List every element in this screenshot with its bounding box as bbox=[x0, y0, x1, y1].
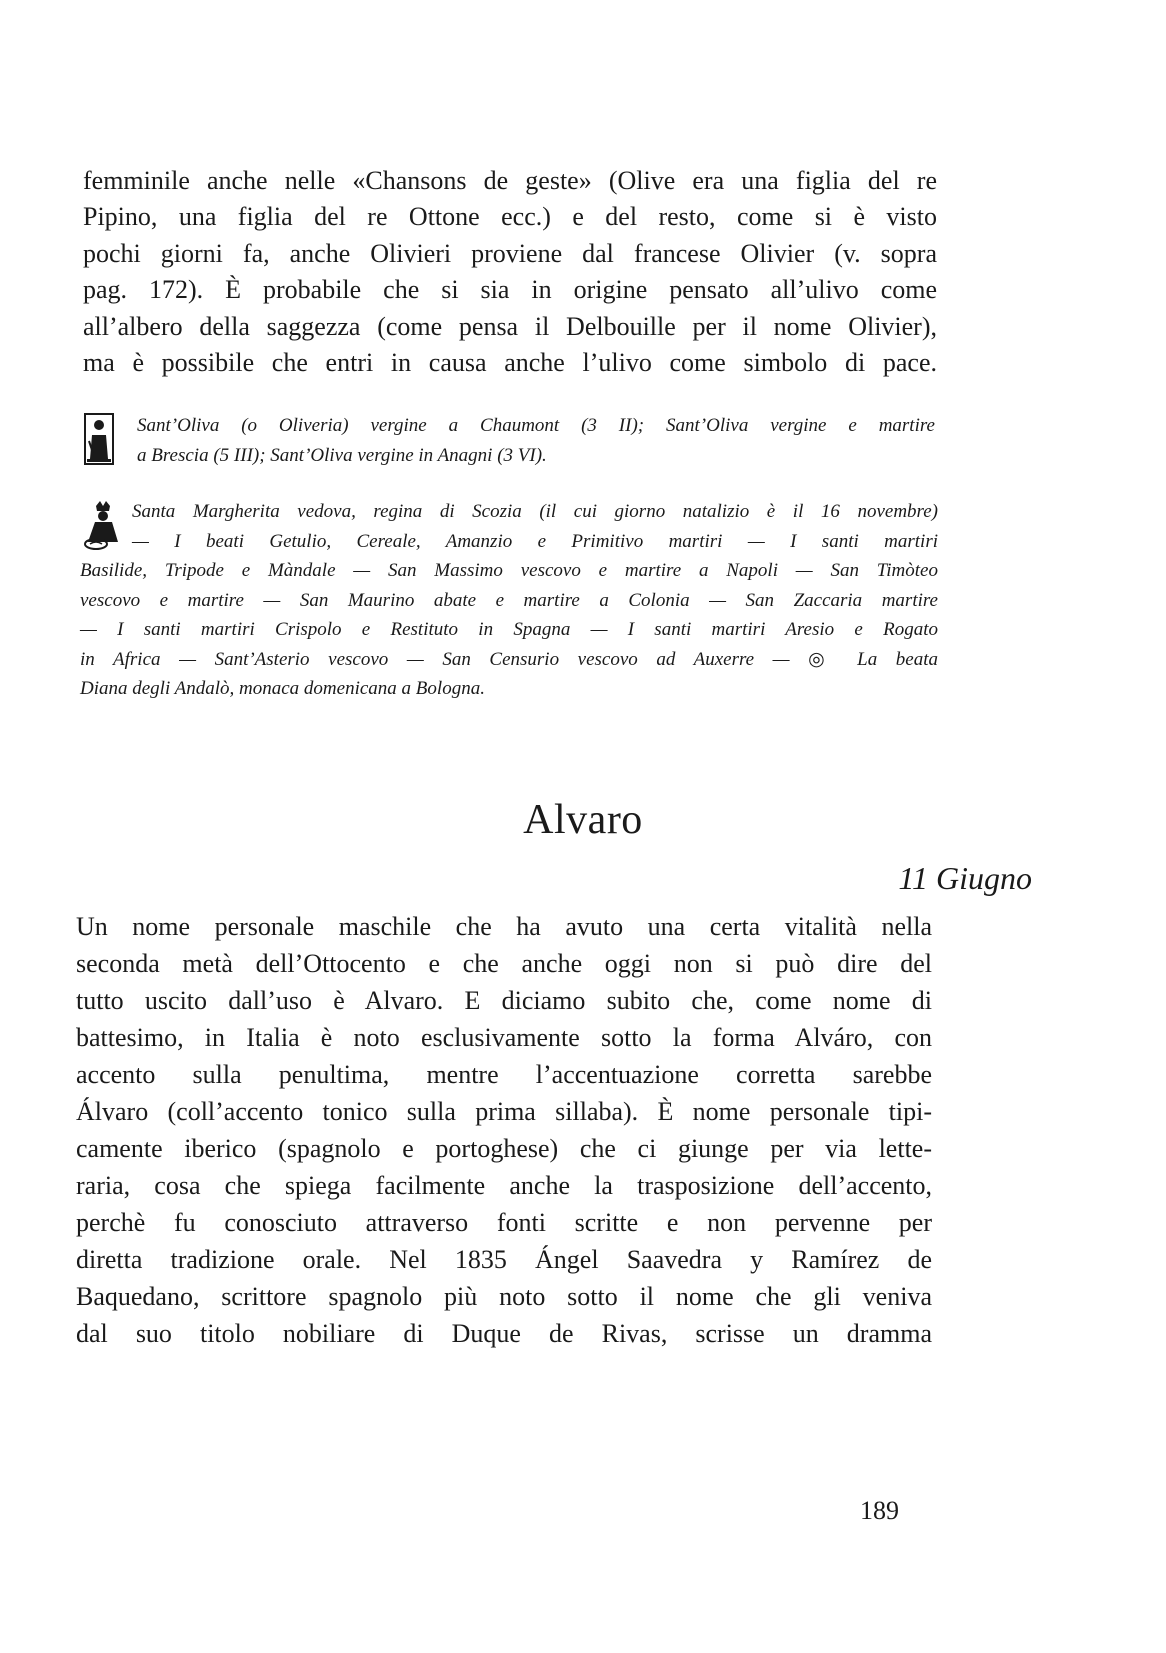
main-line: camente iberico (spagnolo e portoghese) che ci giunge per via lette- bbox=[76, 1134, 932, 1163]
note-line: — I beati Getulio, Cereale, Amanzio e Primitivo martiri — I santi martiri bbox=[132, 530, 938, 552]
intro-line: all’albero della saggezza (come pensa il Delbouille per il nome Olivier), bbox=[83, 311, 937, 341]
note-line: Diana degli Andalò, monaca domenicana a Bologna. bbox=[80, 678, 485, 699]
main-line: accento sulla penultima, mentre l’accentuazione corretta sarebbe bbox=[76, 1060, 932, 1089]
note-line: vescovo e martire — San Maurino abate e martire a Colonia — San Zaccaria martire bbox=[80, 589, 938, 611]
intro-paragraph bbox=[83, 163, 937, 381]
main-paragraph bbox=[76, 908, 932, 1352]
saint-figure-icon bbox=[84, 413, 114, 465]
intro-line: pochi giorni fa, anche Olivieri proviene dal francese Olivier (v. sopra bbox=[83, 238, 937, 268]
page-number: 189 bbox=[860, 1496, 899, 1525]
note-line: — I santi martiri Crispolo e Restituto in Spagna — I santi martiri Aresio e Rogato bbox=[80, 619, 938, 640]
section-title: Alvaro bbox=[523, 797, 643, 843]
saints-note-oliva bbox=[137, 411, 935, 470]
main-line: Álvaro (coll’accento tonico sulla prima sillaba). È nome personale tipi- bbox=[76, 1097, 932, 1126]
note-line: Basilide, Tripode e Màndale — San Massimo vescovo e martire a Napoli — San Timòteo bbox=[80, 560, 938, 581]
main-line: Baquedano, scrittore spagnolo più noto sotto il nome che gli veniva bbox=[76, 1282, 932, 1311]
main-line: battesimo, in Italia è noto esclusivamente sotto la forma Alváro, con bbox=[76, 1023, 932, 1052]
intro-line: ma è possibile che entri in causa anche l’ulivo come simbolo di pace. bbox=[83, 348, 937, 378]
main-line: dal suo titolo nobiliare di Duque de Rivas, scrisse un dramma bbox=[76, 1319, 932, 1348]
feast-date: 11 Giugno bbox=[898, 860, 1032, 896]
note-line: Sant’Oliva (o Oliveria) vergine a Chaumont (3 II); Sant’Oliva vergine e martire bbox=[137, 415, 935, 436]
main-line: Un nome personale maschile che ha avuto una certa vitalità nella bbox=[76, 912, 932, 941]
note-line: in Africa — Sant’Asterio vescovo — San Censurio vescovo ad Auxerre — ◎ La beata bbox=[80, 648, 938, 670]
main-line: tutto uscito dall’uso è Alvaro. E diciamo subito che, come nome di bbox=[76, 986, 932, 1015]
main-line: perchè fu conosciuto attraverso fonti scritte e non pervenne per bbox=[76, 1208, 932, 1237]
intro-line: femminile anche nelle «Chansons de geste» (Olive era una figlia del re bbox=[83, 166, 937, 195]
note-line: a Brescia (5 III); Sant’Oliva vergine in Anagni (3 VI). bbox=[137, 444, 547, 466]
main-line: seconda metà dell’Ottocento e che anche oggi non si può dire del bbox=[76, 949, 932, 978]
intro-line: Pipino, una figlia del re Ottone ecc.) e del resto, come si è visto bbox=[83, 202, 937, 232]
intro-line: pag. 172). È probabile che si sia in origine pensato all’ulivo come bbox=[83, 275, 937, 305]
saints-note-day bbox=[80, 497, 938, 704]
note-line: Santa Margherita vedova, regina di Scozia (il cui giorno natalizio è il 16 novembre) bbox=[132, 501, 938, 522]
main-line: raria, cosa che spiega facilmente anche la trasposizione dell’accento, bbox=[76, 1171, 932, 1200]
main-line: diretta tradizione orale. Nel 1835 Ángel Saavedra y Ramírez de bbox=[76, 1245, 932, 1274]
